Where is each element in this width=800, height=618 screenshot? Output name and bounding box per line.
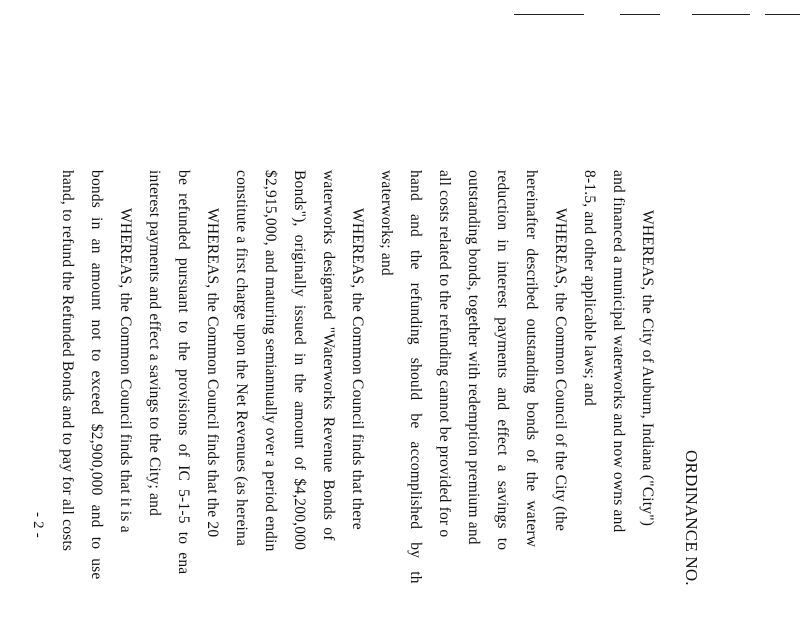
paragraph-2-line-7: waterworks; and xyxy=(378,170,395,276)
paragraph-1-line-3: 8-1.5, and other applicable laws; and xyxy=(581,170,598,406)
paragraph-2-line-5: all costs related to the refunding cannot be provided for o xyxy=(436,170,453,538)
paragraph-2-line-4: outstanding bonds, together with redemption premium and xyxy=(465,170,482,545)
paragraph-4-line-1: WHEREAS, the Common Council finds that the 20 xyxy=(204,208,221,538)
ordinance-title: ORDINANCE NO. xyxy=(682,450,701,586)
paragraph-3-line-3: Bonds"), originally issued in the amount of $4,200,000 xyxy=(291,170,308,551)
paragraph-4-line-3: interest payments and effect a savings to the City; and xyxy=(146,170,163,517)
paragraph-2-line-3: reduction in interest payments and effect a savings to xyxy=(494,170,511,551)
paragraph-4-line-2: be refunded pursuant to the provisions of IC 5-1-5 to ena xyxy=(175,170,192,575)
paragraph-3-line-1: WHEREAS, the Common Council finds that there xyxy=(349,208,366,530)
header-rule xyxy=(692,14,750,15)
paragraph-2-line-2: hereinafter described outstanding bonds of the waterw xyxy=(523,170,540,548)
header-rule xyxy=(514,14,584,15)
paragraph-1-line-2: and financed a municipal waterworks and now owns and xyxy=(610,170,627,533)
paragraph-2-line-6: hand and the refunding should be accomplished by th xyxy=(407,170,424,584)
paragraph-1-line-1: WHEREAS, the City of Auburn, Indiana ("City") xyxy=(639,210,656,527)
header-rule xyxy=(765,14,800,15)
page-number: - 2 - xyxy=(30,512,46,538)
paragraph-3-line-5: constitute a first charge upon the Net Revenues (as hereina xyxy=(233,170,250,547)
paragraph-3-line-2: waterworks designated "Waterworks Revenue Bonds of xyxy=(320,170,337,541)
header-rule xyxy=(620,14,660,15)
paragraph-5-line-3: hand, to refund the Refunded Bonds and to pay for all costs xyxy=(59,170,76,552)
paragraph-2-line-1: WHEREAS, the Common Council of the City (the xyxy=(552,208,569,532)
paragraph-3-line-4: $2,915,000, and maturing semiannually over a period endin xyxy=(262,170,279,552)
paragraph-5-line-2: bonds in an amount not to exceed $2,900,000 and to use xyxy=(88,170,105,580)
paragraph-5-line-1: WHEREAS, the Common Council finds that it is a xyxy=(117,208,134,533)
